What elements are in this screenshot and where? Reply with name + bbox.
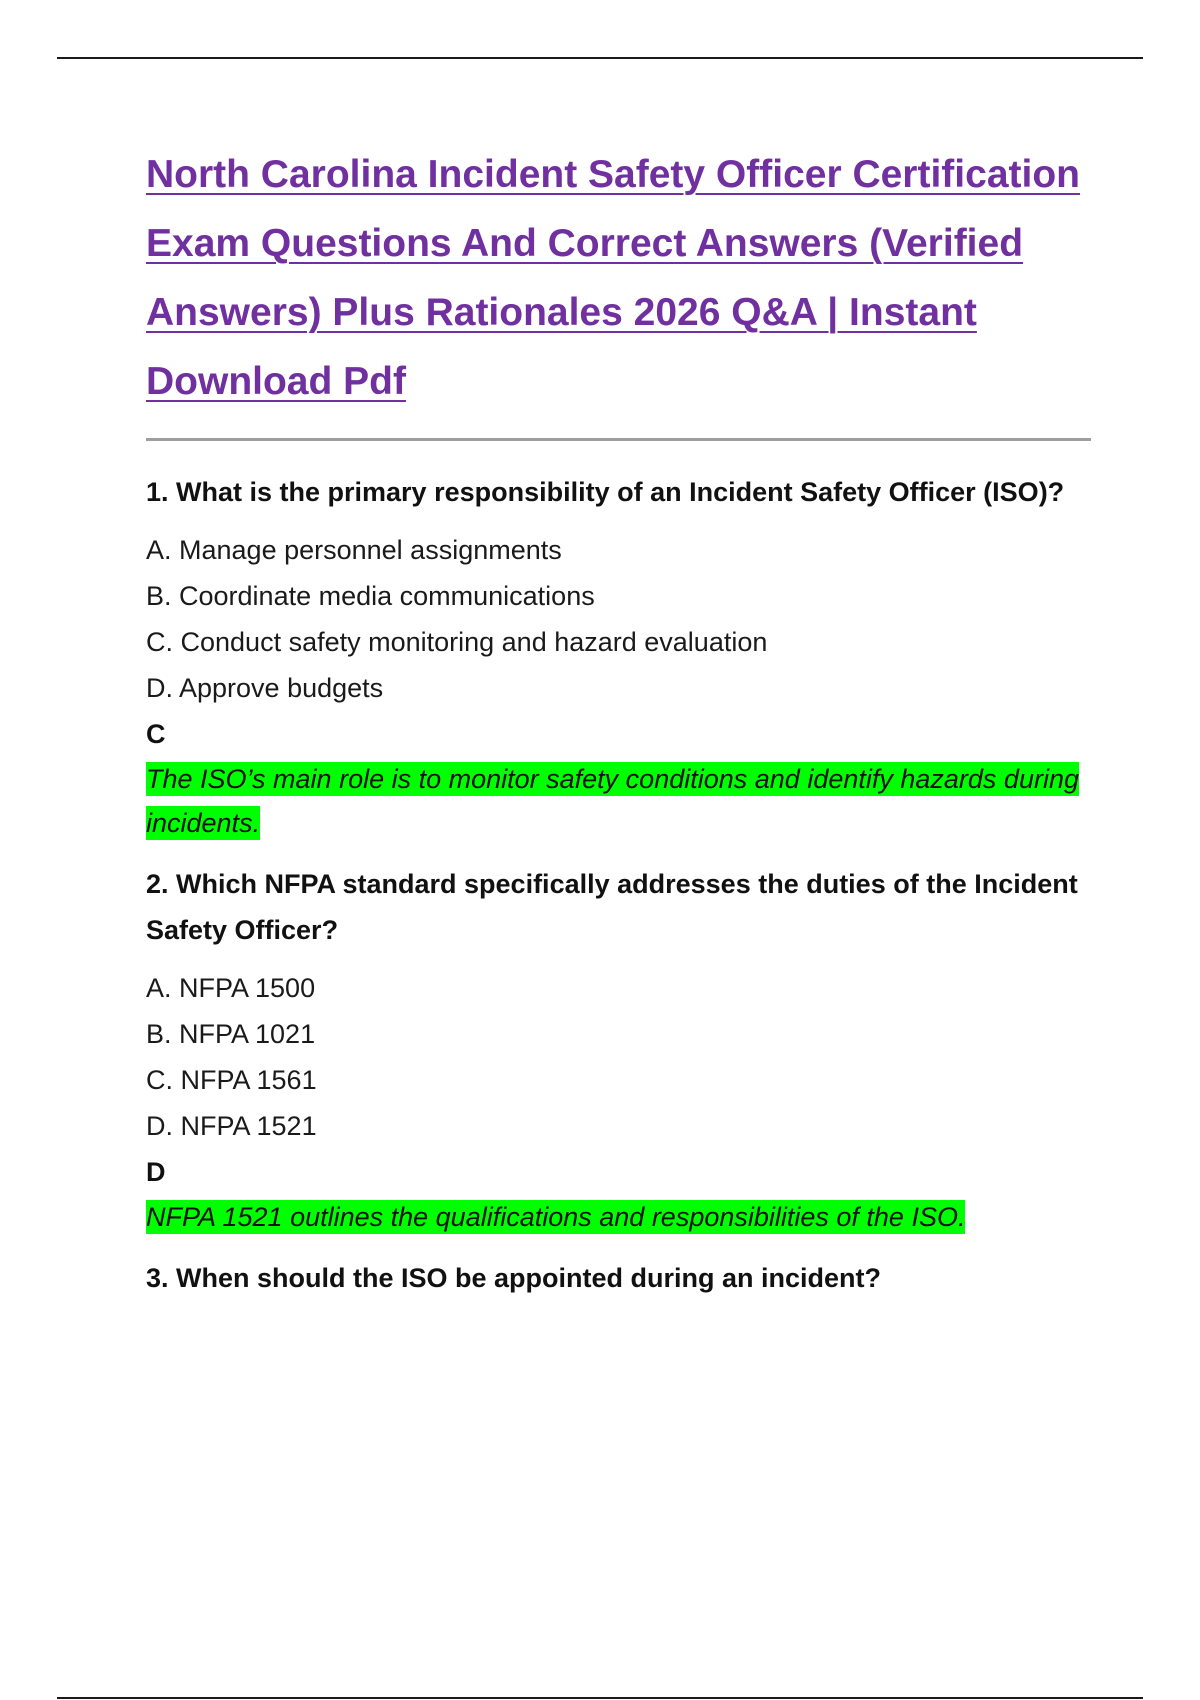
title-divider xyxy=(146,438,1091,441)
question-block-1 xyxy=(146,469,1091,845)
page-top-rule xyxy=(57,57,1143,59)
correct-answer: D xyxy=(146,1157,166,1187)
question-text: 2. Which NFPA standard specifically addresses the duties of the Incident Safety Officer? xyxy=(146,869,1078,945)
question-block-3 xyxy=(146,1255,1091,1301)
option-d: D. Approve budgets xyxy=(146,673,384,703)
rationale xyxy=(146,1195,1091,1239)
option-b: B. NFPA 1021 xyxy=(146,1019,316,1049)
option-c: C. NFPA 1561 xyxy=(146,1065,317,1095)
correct-answer: C xyxy=(146,719,166,749)
option-a: A. Manage personnel assignments xyxy=(146,535,562,565)
rationale xyxy=(146,757,1091,845)
document-title xyxy=(146,140,1091,416)
question-text: 3. When should the ISO be appointed during an incident? xyxy=(146,1263,881,1293)
rationale-highlight: NFPA 1521 outlines the qualifications and responsibilities of the ISO. xyxy=(146,1202,966,1232)
document-title-text: North Carolina Incident Safety Officer Certification Exam Questions And Correct Answers (Verified Answers) Plus Rationales 2026 Q&A | Instant Download Pdf xyxy=(146,153,1080,403)
page-content xyxy=(146,140,1091,1301)
option-d: D. NFPA 1521 xyxy=(146,1111,317,1141)
question-block-2 xyxy=(146,861,1091,1239)
rationale-highlight: The ISO’s main role is to monitor safety conditions and identify hazards during incidents. xyxy=(146,764,1079,838)
option-c: C. Conduct safety monitoring and hazard evaluation xyxy=(146,627,768,657)
option-list xyxy=(146,527,1091,711)
option-list xyxy=(146,965,1091,1149)
question-text: 1. What is the primary responsibility of an Incident Safety Officer (ISO)? xyxy=(146,477,1065,507)
option-b: B. Coordinate media communications xyxy=(146,581,595,611)
page-bottom-rule xyxy=(57,1697,1143,1699)
option-a: A. NFPA 1500 xyxy=(146,973,316,1003)
